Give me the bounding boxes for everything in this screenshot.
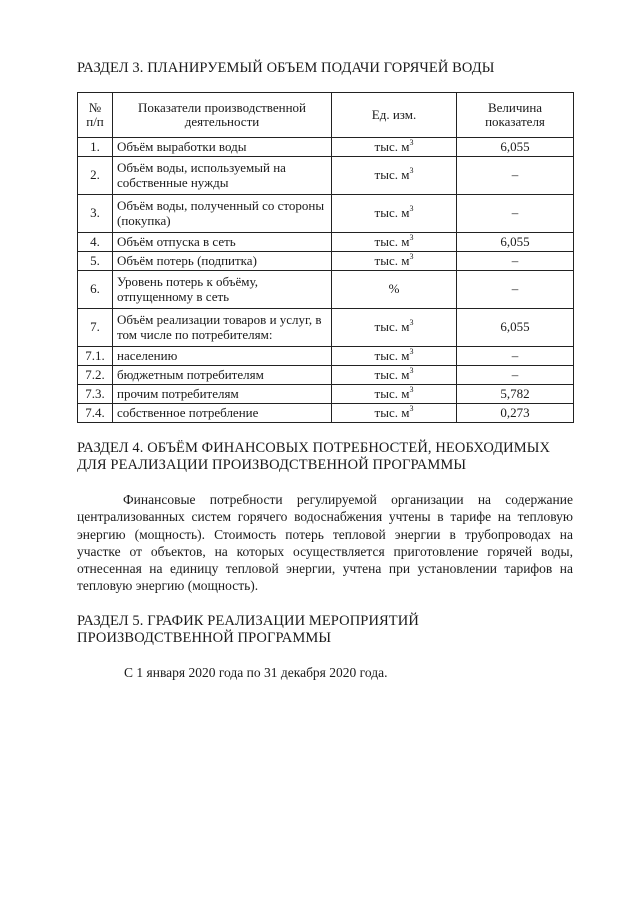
section-5-schedule: С 1 января 2020 года по 31 декабря 2020 года. — [124, 665, 388, 680]
table-body — [78, 138, 574, 423]
row-unit — [332, 366, 457, 385]
unit-superscript: 3 — [409, 166, 414, 176]
hot-water-volume-table — [77, 92, 574, 423]
row-indicator-name: Объём потерь (подпитка) — [113, 252, 332, 271]
table-row — [78, 233, 574, 252]
table-row — [78, 157, 574, 195]
unit-superscript: 3 — [409, 232, 414, 242]
row-value: 6,055 — [457, 233, 574, 252]
table-row — [78, 347, 574, 366]
row-unit — [332, 404, 457, 423]
row-value: – — [457, 195, 574, 233]
unit-text: тыс. м — [374, 252, 410, 268]
table-row — [78, 271, 574, 309]
row-indicator-name: Объём воды, полученный со стороны (покупка) — [113, 195, 332, 233]
unit-text: % — [388, 281, 400, 297]
row-unit — [332, 347, 457, 366]
section-3-title: РАЗДЕЛ 3. ПЛАНИРУЕМЫЙ ОБЪЕМ ПОДАЧИ ГОРЯЧЕЙ ВОДЫ — [77, 60, 495, 76]
unit-text: тыс. м — [374, 385, 410, 401]
row-indicator-name: Объём выработки воды — [113, 138, 332, 157]
unit-text: тыс. м — [374, 404, 410, 420]
unit-text: тыс. м — [374, 347, 410, 363]
unit-superscript: 3 — [409, 346, 414, 356]
row-indicator-name: бюджетным потребителям — [113, 366, 332, 385]
row-number: 3. — [78, 195, 113, 233]
unit-superscript: 3 — [409, 137, 414, 147]
section-5-title: РАЗДЕЛ 5. ГРАФИК РЕАЛИЗАЦИИ МЕРОПРИЯТИЙ ПРОИЗВОДСТВЕННОЙ ПРОГРАММЫ — [77, 613, 419, 646]
row-number: 7.4. — [78, 404, 113, 423]
header-value: Величина показателя — [457, 93, 574, 138]
unit-text: тыс. м — [374, 366, 410, 382]
row-value: 0,273 — [457, 404, 574, 423]
unit-superscript: 3 — [409, 204, 414, 214]
row-number: 5. — [78, 252, 113, 271]
row-value: 6,055 — [457, 309, 574, 347]
row-unit — [332, 138, 457, 157]
row-indicator-name: Объём отпуска в сеть — [113, 233, 332, 252]
table-row — [78, 252, 574, 271]
row-number: 4. — [78, 233, 113, 252]
row-unit — [332, 233, 457, 252]
row-unit — [332, 271, 457, 309]
header-name: Показатели производственной деятельности — [113, 93, 332, 138]
table-row — [78, 404, 574, 423]
row-unit — [332, 157, 457, 195]
header-unit: Ед. изм. — [332, 93, 457, 138]
row-number: 1. — [78, 138, 113, 157]
unit-text: тыс. м — [374, 319, 410, 335]
table-row — [78, 366, 574, 385]
unit-text: тыс. м — [374, 138, 410, 154]
row-unit — [332, 309, 457, 347]
unit-superscript: 3 — [409, 384, 414, 394]
row-value: – — [457, 252, 574, 271]
row-value: 5,782 — [457, 385, 574, 404]
header-num: № п/п — [78, 93, 113, 138]
row-number: 7.2. — [78, 366, 113, 385]
table-row — [78, 138, 574, 157]
row-value: 6,055 — [457, 138, 574, 157]
row-number: 7. — [78, 309, 113, 347]
unit-text: тыс. м — [374, 233, 410, 249]
row-value: – — [457, 157, 574, 195]
unit-text: тыс. м — [374, 205, 410, 221]
unit-superscript: 3 — [409, 318, 414, 328]
section-4-title: РАЗДЕЛ 4. ОБЪЁМ ФИНАНСОВЫХ ПОТРЕБНОСТЕЙ, НЕОБХОДИМЫХ ДЛЯ РЕАЛИЗАЦИИ ПРОИЗВОДСТВЕННОЙ ПРОГРАММЫ — [77, 440, 551, 473]
section-4-paragraph: Финансовые потребности регулируемой организации на содержание централизованных систем горячего водоснабжения учтены в тарифе на тепловую энергию (мощность). Стоимость потерь тепловой энергии в трубопроводах на участке от объектов, на которых осуществляется приготовление горячей воды, отнесенная на единицу тепловой энергии, учтена при установлении тарифов на тепловую энергию (мощность). — [77, 492, 573, 594]
row-unit — [332, 252, 457, 271]
row-indicator-name: собственное потребление — [113, 404, 332, 423]
row-number: 7.3. — [78, 385, 113, 404]
table-header-row — [78, 93, 574, 138]
row-indicator-name: Уровень потерь к объёму, отпущенному в сеть — [113, 271, 332, 309]
row-value: – — [457, 347, 574, 366]
unit-superscript: 3 — [409, 251, 414, 261]
row-indicator-name: населению — [113, 347, 332, 366]
table-row — [78, 309, 574, 347]
row-indicator-name: Объём реализации товаров и услуг, в том числе по потребителям: — [113, 309, 332, 347]
row-unit — [332, 195, 457, 233]
unit-superscript: 3 — [409, 365, 414, 375]
row-unit — [332, 385, 457, 404]
table-row — [78, 385, 574, 404]
table-row — [78, 195, 574, 233]
unit-superscript: 3 — [409, 403, 414, 413]
unit-text: тыс. м — [374, 167, 410, 183]
row-number: 2. — [78, 157, 113, 195]
row-value: – — [457, 271, 574, 309]
row-number: 6. — [78, 271, 113, 309]
row-value: – — [457, 366, 574, 385]
row-number: 7.1. — [78, 347, 113, 366]
row-indicator-name: Объём воды, используемый на собственные нужды — [113, 157, 332, 195]
row-indicator-name: прочим потребителям — [113, 385, 332, 404]
